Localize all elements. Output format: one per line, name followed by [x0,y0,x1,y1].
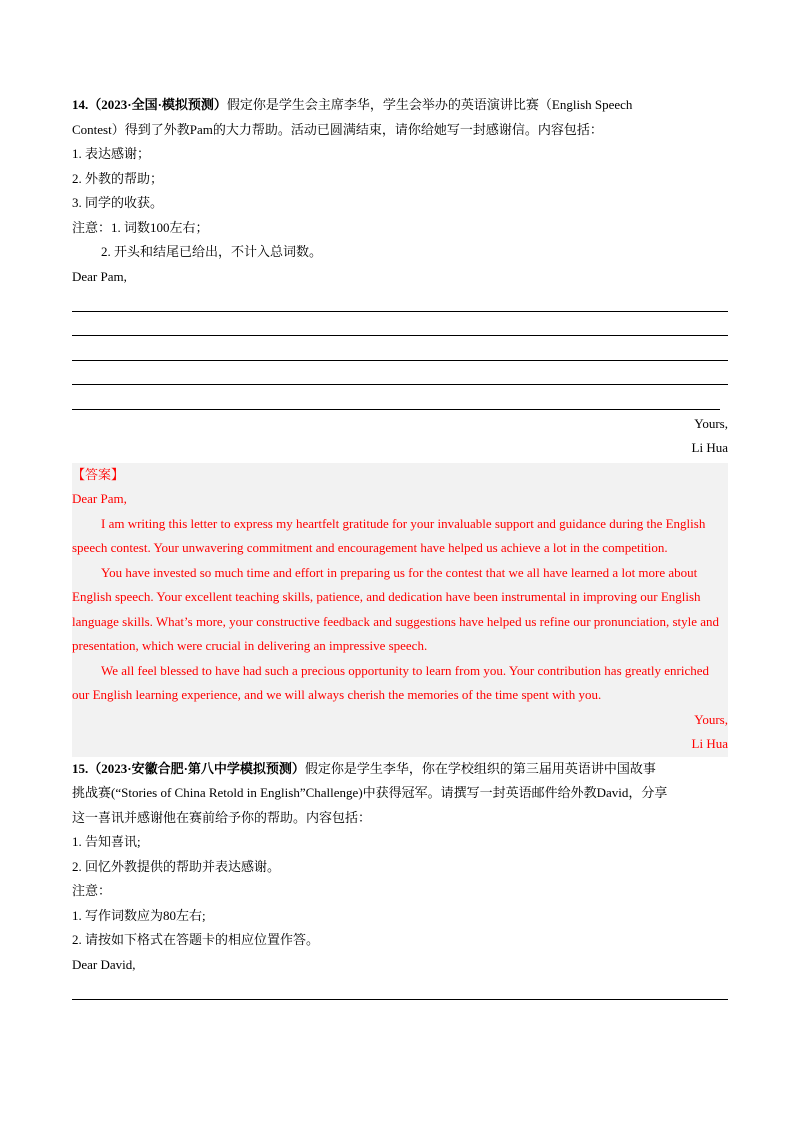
q14-prompt-line1 [72,93,728,118]
answer-line [72,387,728,412]
answer-line [72,289,728,314]
answer-paragraph-2: You have invested so much time and effort in preparing us for the contest that we all have learned a lot more about English speech. Your excellent teaching skills, patience, and dedication have been instrumental in improving our English language skills. What’s more, your constructive feedback and suggestions have helped us refine our pronunciation, style and presentation, which were crucial in delivering an impressive speech. [72,564,720,653]
q15-prompt-line3: 这一喜讯并感谢他在赛前给予你的帮助。内容包括： [72,809,372,825]
q14-point-3: 3. 同学的收获。 [72,195,164,210]
q15-point-2: 2. 回忆外教提供的帮助并表达感谢。 [72,858,281,874]
q14-number: 14. [72,97,89,112]
answer-paragraph-1: I am writing this letter to express my heartfelt gratitude for your invaluable support and guidance during the English speech contest. Your unwavering commitment and encouragement have helped us achieve a lot in the competition. [72,515,706,555]
answer-paragraph-3: We all feel blessed to have had such a precious opportunity to learn from you. Your contribution has greatly enriched our English learning experience, and we will always cherish the memories of the time spent with you. [72,662,709,702]
q14-note-1: 注意：1. 词数100左右； [72,219,209,235]
q15-prompt-text1: 假定你是学生李华，你在学校组织的第三届用英语讲中国故事 [304,760,656,776]
q15-prompt-line1 [72,757,728,782]
answer-line [72,363,728,388]
answer-closing: Yours, [694,711,728,727]
q15-source: （2023·安徽合肥·第八中学模拟预测） [88,760,305,776]
document-page [72,93,728,1002]
q15-number: 15. [72,760,89,776]
q15-point-1: 1. 告知喜讯; [72,834,141,849]
q15-prompt-line2: 挑战赛(“Stories of China Retold in English”Challenge)中获得冠军。请撰写一封英语邮件给外教David，分享 [72,785,668,800]
answer-salutation: Dear Pam, [72,491,127,506]
answer-block [72,463,728,757]
q14-closing: Yours, [694,415,728,431]
q15-note-label: 注意： [72,883,112,898]
q14-source: （2023·全国·模拟预测） [88,97,227,112]
q14-point-1: 1. 表达感谢； [72,146,151,161]
answer-label: 【答案】 [72,466,125,482]
q15-note-1: 1. 写作词数应为80左右; [72,907,206,923]
q15-note-2: 2. 请按如下格式在答题卡的相应位置作答。 [72,932,320,947]
answer-line [72,338,728,363]
q14-signature: Li Hua [691,440,728,455]
answer-signature: Li Hua [691,736,728,751]
answer-line [72,314,728,339]
q14-prompt-line2: Contest）得到了外教Pam的大力帮助。活动已圆满结束，请你给她写一封感谢信。内容包括： [72,121,603,137]
q14-note-2: 2. 开头和结尾已给出，不计入总词数。 [101,244,323,259]
q14-salutation: Dear Pam, [72,268,127,284]
q15-salutation: Dear David, [72,956,136,972]
q14-prompt-text1: 假定你是学生会主席李华，学生会举办的英语演讲比赛（English Speech [226,97,633,112]
q14-point-2: 2. 外教的帮助； [72,170,164,186]
answer-line [72,977,728,1002]
